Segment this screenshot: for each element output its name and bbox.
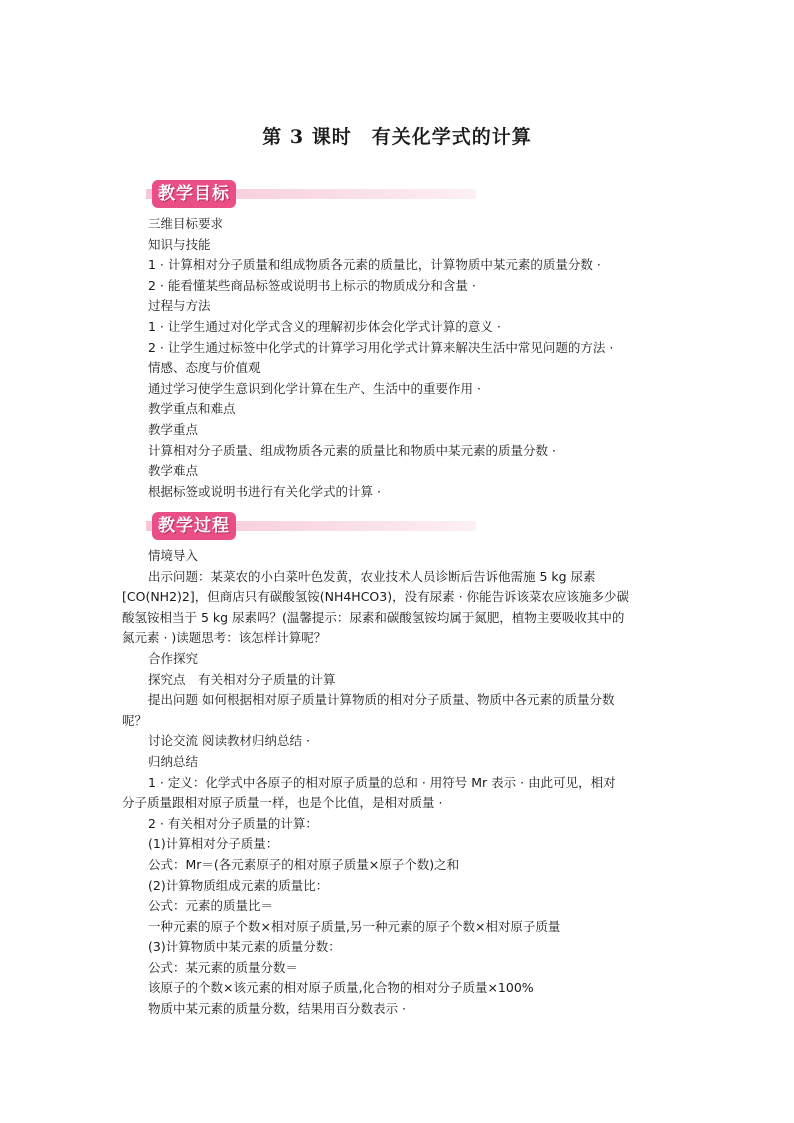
paragraph: (2)计算物质组成元素的质量比： [148, 877, 329, 893]
paragraph: 1 · 定义：化学式中各原子的相对原子质量的总和 · 用符号 Mr 表示 · 由此可见，相对 [148, 774, 616, 790]
paragraph: 2 · 有关相对分子质量的计算： [148, 815, 318, 831]
list-item: 1 · 让学生通过对化学式含义的理解初步体会化学式计算的意义 · [148, 318, 501, 334]
paragraph: 计算相对分子质量、组成物质各元素的质量比和物质中某元素的质量分数 · [148, 442, 556, 458]
paragraph: [CO(NH2)2]，但商店只有碳酸氢铵(NH4HCO3)，没有尿素 · 你能告诉该菜农应该施多少碳 [122, 589, 630, 605]
subheading: 情感、态度与价值观 [148, 360, 261, 376]
paragraph: 提出问题 如何根据相对原子质量计算物质的相对分子质量、物质中各元素的质量分数 [148, 692, 615, 708]
paragraph: 氮元素 · )读题思考：该怎样计算呢？ [122, 630, 327, 646]
paragraph: 出示问题：某菜农的小白菜叶色发黄，农业技术人员诊断后告诉他需施 5 kg 尿素 [148, 568, 596, 584]
heading: 教学重点和难点 [148, 401, 236, 417]
subheading: 合作探究 [148, 650, 199, 666]
subheading: 情境导入 [148, 548, 199, 563]
formula: 公式：某元素的质量分数＝ [148, 959, 299, 975]
subheading: 归纳总结 [148, 753, 199, 769]
subheading: 过程与方法 [148, 298, 211, 314]
paragraph: 分子质量跟相对原子质量一样，也是个比值，是相对质量 · [122, 795, 443, 811]
list-item: 2 · 能看懂某些商品标签或说明书上标示的物质成分和含量 · [148, 277, 476, 293]
paragraph: 通过学习使学生意识到化学计算在生产、生活中的重要作用 · [148, 380, 481, 396]
formula: 一种元素的原子个数×相对原子质量,另一种元素的原子个数×相对原子质量 [148, 918, 561, 934]
formula: 该原子的个数×该元素的相对原子质量,化合物的相对分子质量×100% [148, 980, 534, 996]
paragraph: (3)计算物质中某元素的质量分数： [148, 939, 341, 955]
subheading: 知识与技能 [148, 236, 211, 252]
process-section [122, 546, 678, 1020]
paragraph: 呢？ [122, 712, 148, 728]
list-item: 2 · 让学生通过标签中化学式的计算学习用化学式计算来解决生活中常见问题的方法 · [148, 339, 614, 355]
section-banner-goals [146, 180, 476, 208]
subheading: 教学重点 [148, 421, 199, 437]
paragraph: 酸氢铵相当于 5 kg 尿素吗？(温馨提示：尿素和碳酸氢铵均属于氮肥，植物主要吸收其中的 [122, 609, 625, 625]
paragraph: (1)计算相对分子质量： [148, 836, 279, 852]
subheading: 教学难点 [148, 463, 199, 479]
banner-label: 教学过程 [152, 512, 236, 540]
paragraph: 物质中某元素的质量分数，结果用百分数表示 · [148, 1001, 406, 1017]
goals-section [148, 214, 678, 502]
page-title: 第 3 课时 有关化学式的计算 [262, 126, 532, 148]
section-banner-process [146, 512, 476, 540]
paragraph: 根据标签或说明书进行有关化学式的计算 · [148, 483, 381, 499]
heading: 三维目标要求 [148, 216, 224, 231]
formula: 公式：元素的质量比＝ [148, 898, 274, 914]
banner-label: 教学目标 [152, 180, 236, 208]
subheading: 探究点 有关相对分子质量的计算 [148, 671, 336, 687]
formula: 公式：Mr＝(各元素原子的相对原子质量×原子个数)之和 [148, 856, 460, 872]
paragraph: 讨论交流 阅读教材归纳总结 · [148, 733, 310, 749]
list-item: 1 · 计算相对分子质量和组成物质各元素的质量比，计算物质中某元素的质量分数 · [148, 257, 601, 273]
